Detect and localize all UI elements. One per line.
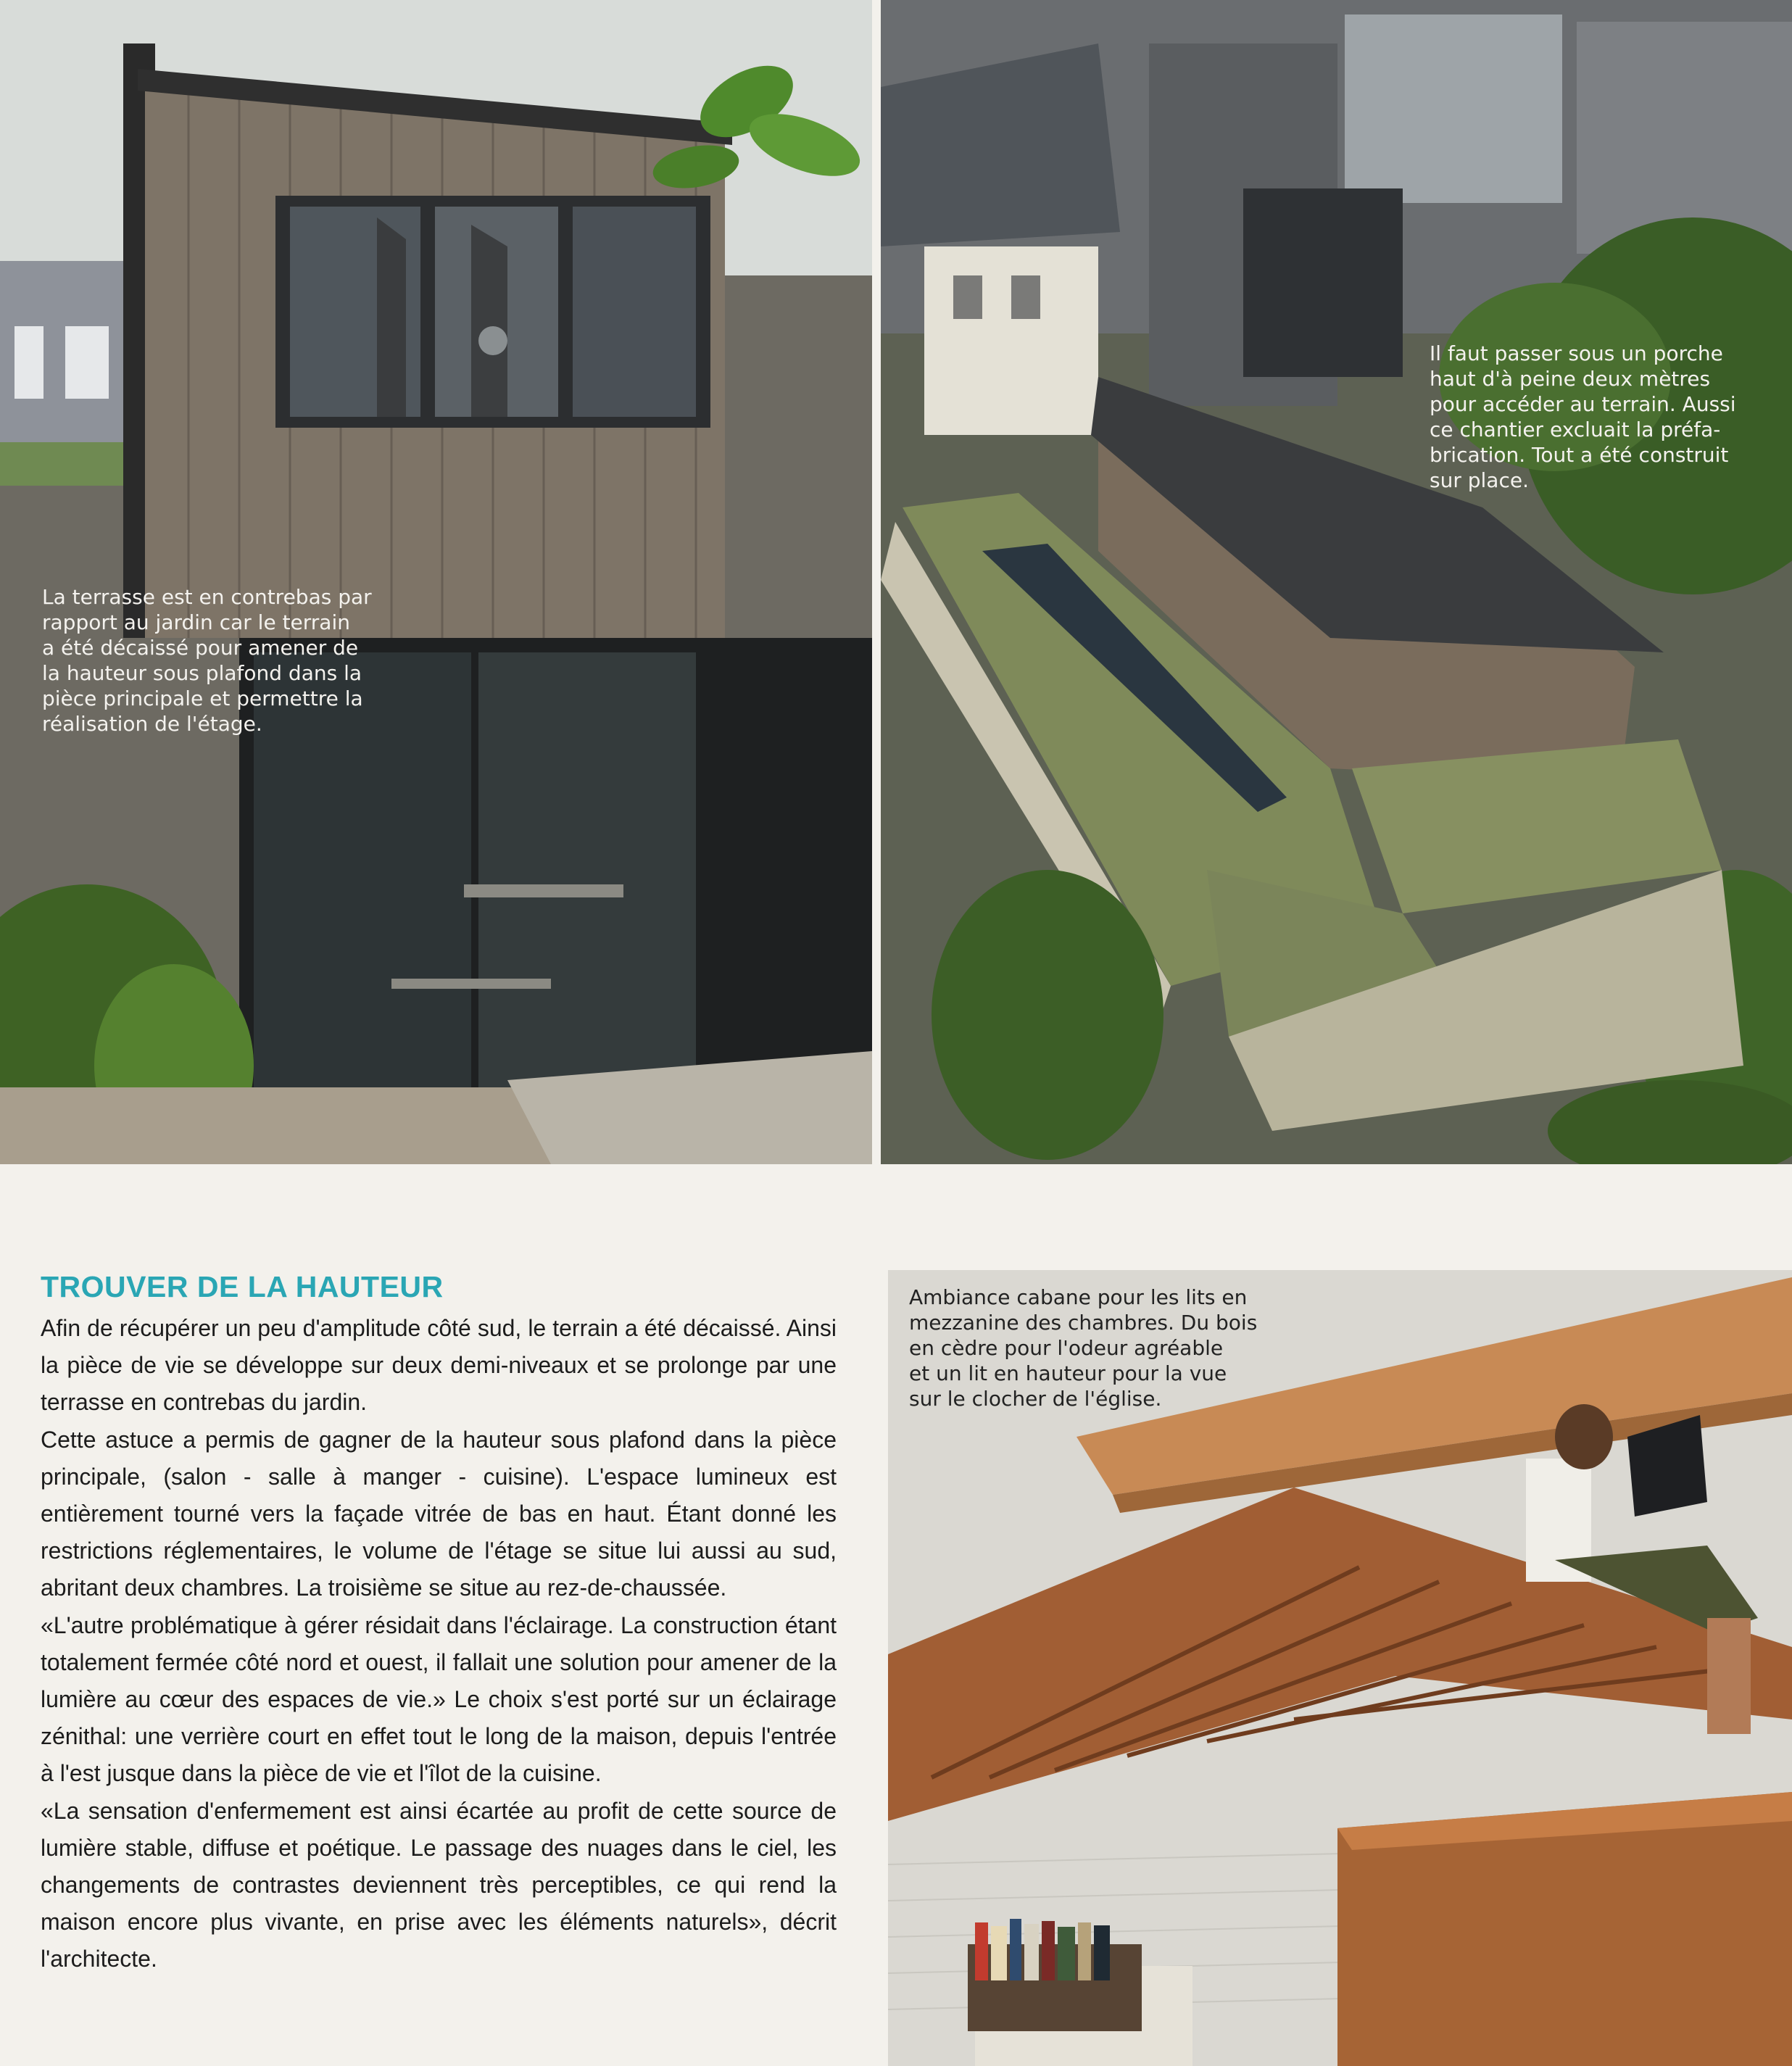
caption-mezzanine: Ambiance cabane pour les lits en mezzanine des chambres. Du bois en cèdre pour l'odeur agréable et un lit en hauteur pour la vue sur le clocher de l'église. bbox=[909, 1285, 1258, 1411]
article-paragraph-2: Cette astuce a permis de gagner de la hauteur sous plafond dans la pièce principale, (salon - salle à manger - cuisine). L'espace lumineux est entièrement tourné vers la façade vitrée de bas en haut. Étant donné les restrictions réglementaires, le volume de l'étage se situe lui aussi au sud, abritant deux chambres. La troisième se situe au rez-de-chaussée. bbox=[41, 1426, 837, 1601]
article-paragraph-4: «La sensation d'enfermement est ainsi écartée au profit de cette source de lumière stable, diffuse et poétique. Le passage des nuages dans le ciel, les changements de contrastes deviennent très perceptibles, ce qui rend la maison encore plus vivante, en prise avec les éléments naturels», décrit l'architecte. bbox=[41, 1797, 837, 1972]
article-body bbox=[41, 1270, 837, 1978]
photo-aerial-green-roof bbox=[881, 0, 1792, 1164]
article-paragraph-3: «L'autre problématique à gérer résidait dans l'éclairage. La construction étant totalement fermée côté nord et ouest, il fallait une solution pour amener de la lumière au cœur des espaces de vie.» Le choix s'est porté sur un éclairage zénithal: une verrière court en effet tout le long de la maison, depuis l'entrée à l'est jusque dans la pièce de vie et l'îlot de la cuisine. bbox=[41, 1611, 837, 1787]
photo-wooden-house-facade bbox=[0, 0, 872, 1164]
caption-terrace: La terrasse est en contrebas par rapport au jardin car le terrain a été décaissé pour amener de la hauteur sous plafond dans la pièce principale et permettre la réalisation de l'étage. bbox=[42, 585, 372, 736]
article-paragraph-1: Afin de récupérer un peu d'amplitude côté sud, le terrain a été décaissé. Ainsi la pièce de vie se développe sur deux demi-niveaux et se prolonge par une terrasse en contrebas du jardin. bbox=[41, 1315, 837, 1416]
article-heading: TROUVER DE LA HAUTEUR bbox=[41, 1270, 444, 1303]
caption-porch: Il faut passer sous un porche haut d'à peine deux mètres pour accéder au terrain. Aussi ce chantier excluait la préfa- brication. Tout a été construit sur place. bbox=[1430, 341, 1736, 492]
